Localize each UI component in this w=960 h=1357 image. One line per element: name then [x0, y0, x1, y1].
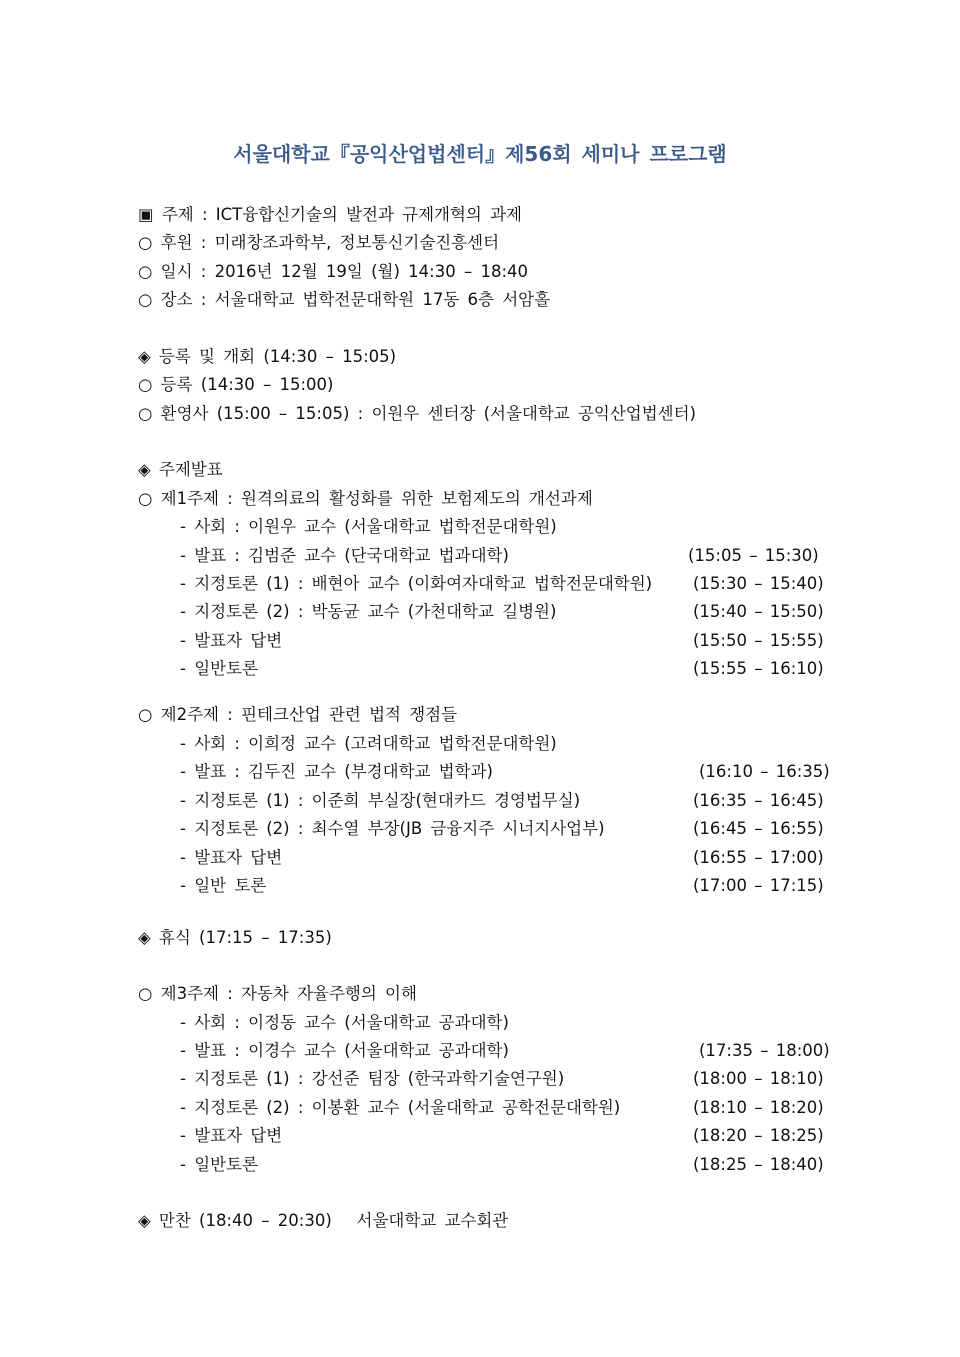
- session3-moderator: - 사회 : 이정동 교수 (서울대학교 공과대학): [180, 1013, 509, 1032]
- session3-discussion-1: - 지정토론 (1) : 강선준 팀장 (한국과학기술연구원): [180, 1069, 565, 1088]
- session3-heading: ○ 제3주제 : 자동차 자율주행의 이해: [138, 984, 417, 1003]
- session2-discussion-1-time: (16:35 – 16:45): [693, 791, 824, 810]
- session2-discussion-2-time: (16:45 – 16:55): [693, 819, 824, 838]
- info-sponsor: ○ 후원 : 미래창조과학부, 정보통신기술진흥센터: [138, 233, 500, 252]
- session3-reply: - 발표자 답변: [180, 1126, 283, 1145]
- session1-discussion-1: - 지정토론 (1) : 배현아 교수 (이화여자대학교 법학전문대학원): [180, 574, 653, 593]
- session1-presentation: - 발표 : 김범준 교수 (단국대학교 법과대학): [180, 546, 509, 565]
- welcome-speech: ○ 환영사 (15:00 – 15:05) : 이원우 센터장 (서울대학교 공익산업법센터): [138, 404, 696, 423]
- break: ◈ 휴식 (17:15 – 17:35): [138, 928, 332, 947]
- session2-reply: - 발표자 답변: [180, 848, 283, 867]
- registration: ○ 등록 (14:30 – 15:00): [138, 375, 334, 394]
- session3-general: - 일반토론: [180, 1155, 258, 1174]
- session3-presentation: - 발표 : 이경수 교수 (서울대학교 공과대학): [180, 1041, 509, 1060]
- session1-discussion-2: - 지정토론 (2) : 박동균 교수 (가천대학교 길병원): [180, 602, 557, 621]
- session1-general-time: (15:55 – 16:10): [693, 659, 824, 678]
- session3-general-time: (18:25 – 18:40): [693, 1155, 824, 1174]
- session1-discussion-2-time: (15:40 – 15:50): [693, 602, 824, 621]
- session3-discussion-1-time: (18:00 – 18:10): [693, 1069, 824, 1088]
- session1-moderator: - 사회 : 이원우 교수 (서울대학교 법학전문대학원): [180, 517, 557, 536]
- opening-header: ◈ 등록 및 개회 (14:30 – 15:05): [138, 347, 397, 366]
- session2-presentation: - 발표 : 김두진 교수 (부경대학교 법학과): [180, 762, 493, 781]
- session3-presentation-time: (17:35 – 18:00): [699, 1041, 830, 1060]
- session1-general: - 일반토론: [180, 659, 258, 678]
- session1-presentation-time: (15:05 – 15:30): [688, 546, 819, 565]
- session2-general: - 일반 토론: [180, 876, 267, 895]
- session1-heading: ○ 제1주제 : 원격의료의 활성화를 위한 보험제도의 개선과제: [138, 489, 593, 508]
- session2-discussion-2: - 지정토론 (2) : 최수열 부장(JB 금융지주 시너지사업부): [180, 819, 605, 838]
- session2-moderator: - 사회 : 이희정 교수 (고려대학교 법학전문대학원): [180, 734, 557, 753]
- session2-reply-time: (16:55 – 17:00): [693, 848, 824, 867]
- session2-discussion-1: - 지정토론 (1) : 이준희 부실장(현대카드 경영법무실): [180, 791, 581, 810]
- session3-reply-time: (18:20 – 18:25): [693, 1126, 824, 1145]
- session2-general-time: (17:00 – 17:15): [693, 876, 824, 895]
- info-topic: ▣ 주제 : ICT융합신기술의 발전과 규제개혁의 과제: [138, 205, 522, 224]
- session2-presentation-time: (16:10 – 16:35): [699, 762, 830, 781]
- info-date: ○ 일시 : 2016년 12월 19일 (월) 14:30 – 18:40: [138, 262, 529, 281]
- keynote-header: ◈ 주제발표: [138, 460, 223, 479]
- session1-reply: - 발표자 답변: [180, 631, 283, 650]
- session3-discussion-2: - 지정토론 (2) : 이봉환 교수 (서울대학교 공학전문대학원): [180, 1098, 621, 1117]
- session1-reply-time: (15:50 – 15:55): [693, 631, 824, 650]
- session2-heading: ○ 제2주제 : 핀테크산업 관련 법적 쟁점들: [138, 705, 458, 724]
- dinner: ◈ 만찬 (18:40 – 20:30) 서울대학교 교수회관: [138, 1211, 509, 1230]
- session1-discussion-1-time: (15:30 – 15:40): [693, 574, 824, 593]
- page-title: 서울대학교『공익산업법센터』제56회 세미나 프로그램: [233, 142, 727, 166]
- info-venue: ○ 장소 : 서울대학교 법학전문대학원 17동 6층 서암홀: [138, 290, 551, 309]
- session3-discussion-2-time: (18:10 – 18:20): [693, 1098, 824, 1117]
